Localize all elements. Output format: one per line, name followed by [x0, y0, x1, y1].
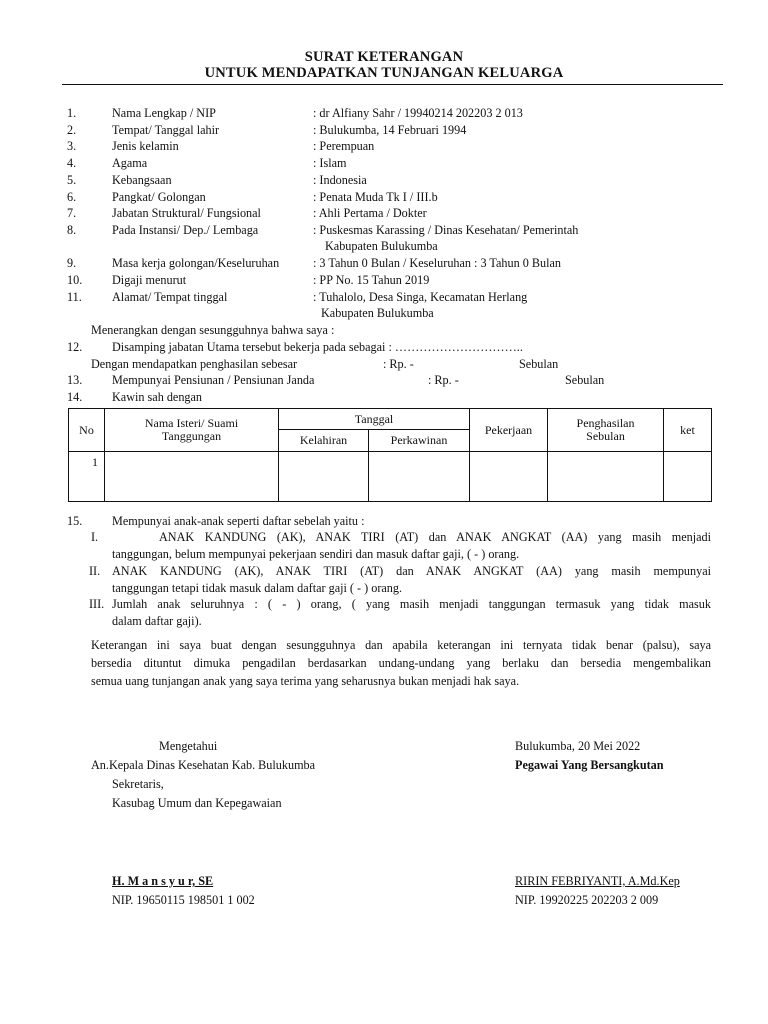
field-label: Jenis kelamin: [112, 139, 179, 153]
field-label: Masa kerja golongan/Keseluruhan: [112, 256, 280, 270]
employee-role-label: Pegawai Yang Bersangkutan: [515, 758, 664, 772]
table-cell-kelahiran: [279, 452, 369, 502]
acknowledged-label: Mengetahui: [159, 739, 218, 753]
signer-left-name: H. M a n s y u r, SE: [112, 874, 214, 888]
field-label: Pangkat/ Golongan: [112, 190, 206, 204]
col-header-kelahiran: Kelahiran: [279, 430, 369, 452]
col-header-name: [105, 409, 279, 452]
secretary-label: Sekretaris,: [112, 777, 164, 791]
field-value: : Penata Muda Tk I / III.b: [313, 190, 438, 204]
field-label: Agama: [112, 156, 148, 170]
pension-amount: : Rp. -: [428, 373, 459, 387]
table-cell-name: [105, 452, 279, 502]
income-label: Dengan mendapatkan penghasilan sebesar: [91, 357, 298, 371]
document-subtitle: UNTUK MENDAPATKAN TUNJANGAN KELUARGA: [204, 65, 564, 81]
col-header-penghasilan: [548, 409, 664, 452]
field-label: Alamat/ Tempat tinggal: [112, 290, 228, 304]
spouse-label: Kawin sah dengan: [112, 390, 203, 404]
children-sub-line: Jumlah anak seluruhnya : ( - ) orang, ( yang masih menjadi tanggungan termasuk yang tidak masuk: [112, 597, 711, 611]
children-sub-number: III.: [89, 597, 105, 611]
signer-right-nip: NIP. 19920225 202203 2 009: [515, 893, 659, 907]
field-label: Digaji menurut: [112, 273, 187, 287]
field-number: 5.: [67, 173, 77, 187]
field-number: 8.: [67, 223, 77, 237]
col-header-tanggal: Tanggal: [279, 409, 470, 430]
field-label: Pada Instansi/ Dep./ Lembaga: [112, 223, 259, 237]
field-value: : Indonesia: [313, 173, 367, 187]
table-cell-penghasilan: [548, 452, 664, 502]
declaration-intro: Menerangkan dengan sesungguhnya bahwa saya :: [91, 323, 335, 337]
col-header-penghasilan-line1: Penghasilan: [576, 416, 635, 430]
col-header-ket: ket: [664, 409, 712, 452]
field-value: : dr Alfiany Sahr / 19940214 202203 2 013: [313, 106, 523, 120]
field-label: Jabatan Struktural/ Fungsional: [112, 206, 261, 220]
children-sub-number: I.: [91, 530, 99, 544]
col-header-no: No: [69, 409, 105, 452]
table-cell-perkawinan: [369, 452, 470, 502]
field-number: 4.: [67, 156, 77, 170]
field-label: Nama Lengkap / NIP: [112, 106, 216, 120]
pension-unit: Sebulan: [565, 373, 605, 387]
col-header-name-line2: Tanggungan: [161, 429, 222, 443]
subdivision-head-label: Kasubag Umum dan Kepegawaian: [112, 796, 282, 810]
income-amount: : Rp. -: [383, 357, 414, 371]
field-value: : Tuhalolo, Desa Singa, Kecamatan Herlang: [313, 290, 528, 304]
table-cell-ket: [664, 452, 712, 502]
field-value: : Puskesmas Karassing / Dinas Kesehatan/ Pemerintah: [313, 223, 579, 237]
statement-line: bersedia dituntut dimuka pengadilan berdasarkan undang-undang yang berlaku dan bersedia mengembalikan: [91, 656, 711, 670]
document-title: SURAT KETERANGAN: [304, 49, 464, 65]
signer-right-name: RIRIN FEBRIYANTI, A.Md.Kep: [515, 874, 680, 888]
field-value: : 3 Tahun 0 Bulan / Keseluruhan : 3 Tahun 0 Bulan: [313, 256, 561, 270]
field-value-continued: Kabupaten Bulukumba: [321, 306, 434, 320]
item-number: 13.: [67, 373, 83, 387]
children-sub-line: dalam daftar gaji).: [112, 614, 202, 628]
field-number: 11.: [67, 290, 82, 304]
field-value: : PP No. 15 Tahun 2019: [313, 273, 430, 287]
children-intro: Mempunyai anak-anak seperti daftar sebelah yaitu :: [112, 514, 365, 528]
children-sub-line: ANAK KANDUNG (AK), ANAK TIRI (AT) dan ANAK ANGKAT (AA) yang masih mempunyai: [112, 564, 711, 578]
table-row: [69, 452, 712, 502]
item-number: 12.: [67, 340, 83, 354]
field-value: : Ahli Pertama / Dokter: [313, 206, 427, 220]
title-divider: [62, 84, 723, 85]
field-label: Tempat/ Tanggal lahir: [112, 123, 220, 137]
col-header-name-line1: Nama Isteri/ Suami: [144, 416, 239, 430]
col-header-pekerjaan: Pekerjaan: [470, 409, 548, 452]
pension-label: Mempunyai Pensiunan / Pensiunan Janda: [112, 373, 315, 387]
table-cell-pekerjaan: [470, 452, 548, 502]
field-number: 3.: [67, 139, 77, 153]
item-number: 14.: [67, 390, 83, 404]
item-number: 15.: [67, 514, 83, 528]
field-value: : Islam: [313, 156, 347, 170]
children-sub-number: II.: [89, 564, 101, 578]
place-date: Bulukumba, 20 Mei 2022: [515, 739, 641, 753]
field-number: 9.: [67, 256, 77, 270]
field-value: : Bulukumba, 14 Februari 1994: [313, 123, 467, 137]
children-sub-line: tanggungan tetapi tidak masuk dalam daftar gaji ( - ) orang.: [112, 581, 403, 595]
field-label: Kebangsaan: [112, 173, 172, 187]
col-header-penghasilan-line2: Sebulan: [586, 429, 625, 443]
table-header-row: [69, 409, 712, 430]
spouse-table: [68, 408, 712, 502]
field-number: 1.: [67, 106, 77, 120]
field-number: 6.: [67, 190, 77, 204]
income-unit: Sebulan: [519, 357, 559, 371]
field-number: 2.: [67, 123, 77, 137]
field-value: : Perempuan: [313, 139, 375, 153]
secondary-job-line: Disamping jabatan Utama tersebut bekerja pada sebagai : …………………………..: [112, 340, 523, 354]
statement-line: semua uang tunjangan anak yang saya terima yang seharusnya bukan menjadi hak saya.: [91, 674, 520, 688]
table-cell-no: 1: [69, 452, 105, 502]
statement-line: Keterangan ini saya buat dengan sesungguhnya dan apabila keterangan ini ternyata tidak benar (palsu), saya: [91, 638, 711, 652]
children-sub-line: tanggungan, belum mempunyai pekerjaan sendiri dan masuk daftar gaji, ( - ) orang.: [112, 547, 520, 561]
col-header-perkawinan: Perkawinan: [369, 430, 470, 452]
field-number: 10.: [67, 273, 83, 287]
signer-left-nip: NIP. 19650115 198501 1 002: [112, 893, 255, 907]
field-value-continued: Kabupaten Bulukumba: [325, 239, 438, 253]
children-sub-line: ANAK KANDUNG (AK), ANAK TIRI (AT) dan ANAK ANGKAT (AA) yang masih menjadi: [159, 530, 711, 544]
on-behalf-label: An.Kepala Dinas Kesehatan Kab. Bulukumba: [91, 758, 316, 772]
field-number: 7.: [67, 206, 77, 220]
